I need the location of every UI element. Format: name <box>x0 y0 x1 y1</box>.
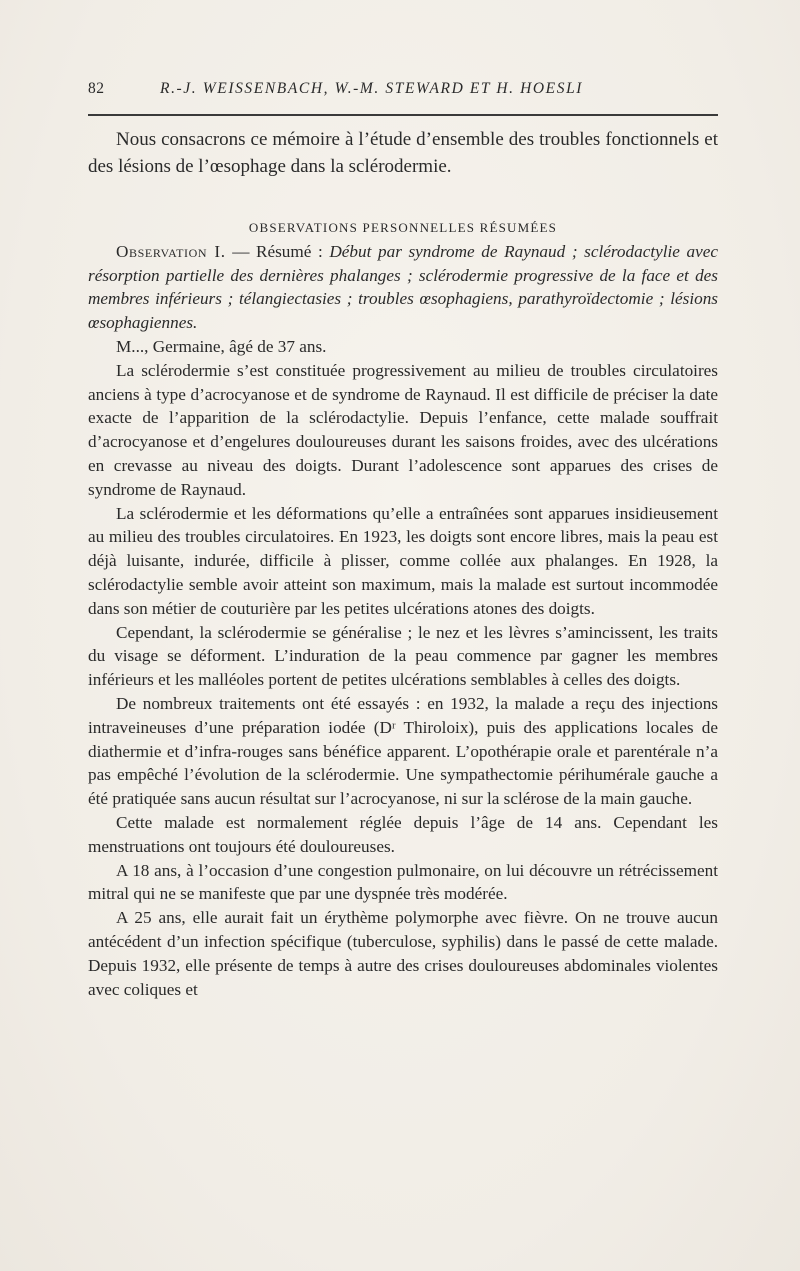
header-rule <box>88 114 718 116</box>
resume-prefix: — Résumé : <box>225 241 330 261</box>
patient-line: M..., Germaine, âgé de 37 ans. <box>116 336 327 356</box>
paragraph: Cette malade est normalement réglée depuis l’âge de 14 ans. Cependant les menstruations ont toujours été douloureuses. <box>88 812 718 856</box>
observation-label: Observation I. <box>116 241 226 261</box>
observation-summary: Début par syndrome de Raynaud ; sclérodactylie avec résorption partielle des dernières phalanges ; sclérodermie progressive de la face et des membres inférieurs ; télangiectasies ; troubles œsophagiens, parathyroïdectomie ; lésions œsophagiennes. <box>88 241 719 333</box>
observation-heading <box>88 240 718 335</box>
running-header <box>88 80 718 104</box>
paragraph: A 25 ans, elle aurait fait un érythème polymorphe avec fièvre. On ne trouve aucun antécédent d’un infection spécifique (tuberculose, syphilis) dans le passé de cette malade. Depuis 1932, elle présente de temps à autre des crises douloureuses abdominales violentes avec coliques et <box>88 908 718 999</box>
paragraph: De nombreux traitements ont été essayés : en 1932, la malade a reçu des injections intraveineuses d’une préparation iodée (Dʳ Thiroloix), puis des applications locales de diathermie et d’infra-rouges sans bénéfice apparent. L’opothérapie orale et parentérale n’a pas empêché l’évolution de la sclérodermie. Une sympathectomie périhumérale gauche a été pratiquée sans aucun résultat sur l’acrocyanose, ni sur la sclérose de la main gauche. <box>88 693 718 809</box>
paragraph: A 18 ans, à l’occasion d’une congestion pulmonaire, on lui découvre un rétrécissement mitral qui ne se manifeste que par une dyspnée très modérée. <box>88 860 718 904</box>
paragraph: La sclérodermie et les déformations qu’elle a entraînées sont apparues insidieusement au milieu des troubles circulatoires. En 1923, les doigts sont encore libres, mais la peau est déjà luisante, indurée, difficile à plisser, comme collée aux phalanges. En 1928, la sclérodactylie semble avoir atteint son maximum, mais la malade est surtout incommodée dans son métier de couturière par les petites ulcérations atones des doigts. <box>88 503 718 618</box>
article-body <box>88 126 718 1001</box>
paragraph: Cependant, la sclérodermie se généralise ; le nez et les lèvres s’amincissent, les traits du visage se déforment. L’induration de la peau commence par gagner les membres inférieurs et les malléoles portent de petites ulcérations semblables à celles des doigts. <box>88 622 718 690</box>
intro-paragraph: Nous consacrons ce mémoire à l’étude d’ensemble des troubles fonctionnels et des lésions de l’œsophage dans la sclérodermie. <box>88 129 718 177</box>
page-number: 82 <box>88 80 105 97</box>
section-title: OBSERVATIONS PERSONNELLES RÉSUMÉES <box>248 220 558 235</box>
paragraph: La sclérodermie s’est constituée progressivement au milieu de troubles circulatoires anciens à type d’acrocyanose et de syndrome de Raynaud. Il est difficile de préciser la date exacte de l’apparition de la sclérodactylie. Depuis l’enfance, cette malade souffrait d’acrocyanose et d’engelures douloureuses durant les saisons froides, avec des ulcérations en crevasse au niveau des doigts. Durant l’adolescence sont apparues des crises de syndrome de Raynaud. <box>88 360 718 499</box>
running-header-authors: R.-J. WEISSENBACH, W.-M. STEWARD ET H. HOESLI <box>160 80 584 97</box>
